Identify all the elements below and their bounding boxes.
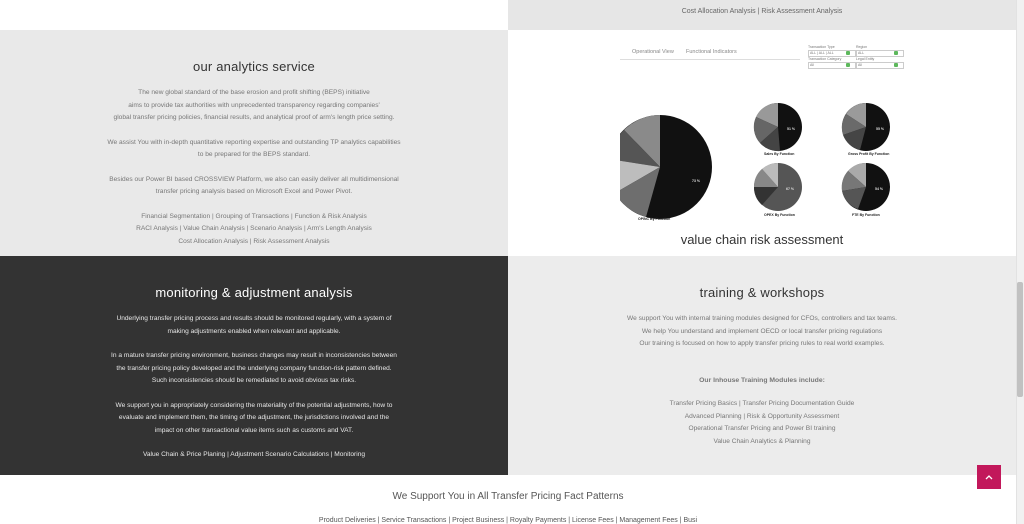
filter-label: Legal Entity — [856, 57, 875, 61]
analytics-paragraph-3: Besides our Power BI based CROSSVIEW Platform, we also can easily deliver all multidimensional transfer pricing analysis based on Microsoft Excel and Power Pivot. — [109, 175, 399, 195]
pie-opex — [754, 163, 802, 211]
pie-value: 55 % — [876, 127, 884, 131]
chevron-up-icon — [985, 474, 993, 480]
pie-charts — [620, 45, 900, 227]
tab-functional-indicators: Functional Indicators — [686, 49, 737, 55]
fact-patterns-links[interactable]: Product Deliveries | Service Transactions | Project Business | Royalty Payments | License Fees | Management Fees | Busi — [318, 517, 698, 524]
scrollbar-track[interactable] — [1016, 0, 1024, 524]
analytics-panel — [0, 30, 508, 256]
training-modules-heading: Our Inhouse Training Modules include: — [699, 376, 825, 384]
top-left-strip — [0, 0, 508, 30]
filter-label: Transaction Category — [808, 57, 842, 61]
chart-title: Sales By Function — [764, 152, 795, 156]
chart-title: Gross Profit By Function — [848, 152, 890, 156]
training-paragraph: We support You with internal training modules designed for CFOs, controllers and tax teams. We help You understand and implement OECD or local transfer pricing regulations Our training is focused on how to apply transfer pricing rules to real world examples. — [627, 315, 897, 347]
filter-region: ALL — [856, 50, 904, 57]
monitoring-paragraph-3: We support you in appropriately considering the materiality of the potential adjustments, how to evaluate and implement them, the timing of the adjustment, the jurisdictions involved and the impact on other transactional value items such as customs and VAT. — [115, 401, 393, 434]
top-right-strip — [508, 0, 1016, 30]
pie-value: 54 % — [875, 187, 883, 191]
fact-patterns-title: We Support You in All Transfer Pricing Fact Patterns — [392, 491, 624, 502]
monitoring-panel — [0, 256, 508, 475]
tab-operational-view: Operational View — [632, 49, 674, 55]
chart-title: OPEX By Function — [764, 213, 795, 217]
training-panel — [508, 256, 1016, 475]
training-title: training & workshops — [699, 285, 825, 300]
analytics-links[interactable]: Financial Segmentation | Grouping of Transactions | Function & Risk Analysis RACI Analysis | Value Chain Analysis | Scenario Analysis | Arm's Length Analysis Cost Allocation Analysis | Risk Assessment Analysis — [136, 212, 372, 245]
pie-value: 51 % — [787, 127, 795, 131]
analytics-title: our analytics service — [193, 59, 315, 74]
monitoring-paragraph-1: Underlying transfer pricing process and results should be monitored regularly, with a system of making adjustments enabled when relevant and applicable. — [116, 315, 392, 335]
monitoring-paragraph-2: In a mature transfer pricing environment, business changes may result in inconsistencies between the transfer pricing policy developed and the underlying company function-risk pattern defined. Such inconsistencies should be remediated to avoid obvious tax risks. — [111, 352, 397, 384]
pie-value: 73 % — [692, 179, 700, 183]
analytics-paragraph-2: We assist You with in-depth quantitative reporting expertise and outstanding TP analytics capabilities to be prepared for the BEPS standard. — [107, 138, 401, 158]
back-to-top-button[interactable] — [977, 465, 1001, 489]
filter-transaction-category: All — [808, 62, 856, 69]
analytics-paragraph-1: The new global standard of the base erosion and profit shifting (BEPS) initiative aims to provide tax authorities with unprecedented transparency regarding companies' global transfer pricing policies, financial results, and analytical proof of arm's length price setting. — [113, 89, 395, 121]
monitoring-links[interactable]: Value Chain & Price Planing | Adjustment Scenario Calculations | Monitoring — [142, 451, 366, 458]
filter-label: Region — [856, 45, 868, 49]
monitoring-title: monitoring & adjustment analysis — [155, 285, 353, 300]
value-chain-title: value chain risk assessment — [680, 232, 844, 247]
filter-transaction-type: ALL | ALL | ALL — [808, 50, 856, 57]
top-links[interactable]: Cost Allocation Analysis | Risk Assessment Analysis — [681, 8, 843, 15]
filter-label: Transaction Type — [808, 45, 835, 49]
chart-title: OPINC By Function — [638, 217, 671, 221]
chart-title: FTE By Function — [852, 213, 880, 217]
pie-opinc — [620, 115, 712, 219]
training-modules-list[interactable]: Transfer Pricing Basics | Transfer Pricing Documentation Guide Advanced Planning | Risk & Opportunity Assessment Operational Transfer Pricing and Power BI training Value Chain Analytics & Planning — [669, 400, 855, 445]
dashboard-screenshot — [620, 45, 900, 227]
pie-value: 67 % — [786, 187, 794, 191]
scrollbar-thumb[interactable] — [1017, 282, 1023, 397]
filter-legal-entity: All — [856, 62, 904, 69]
